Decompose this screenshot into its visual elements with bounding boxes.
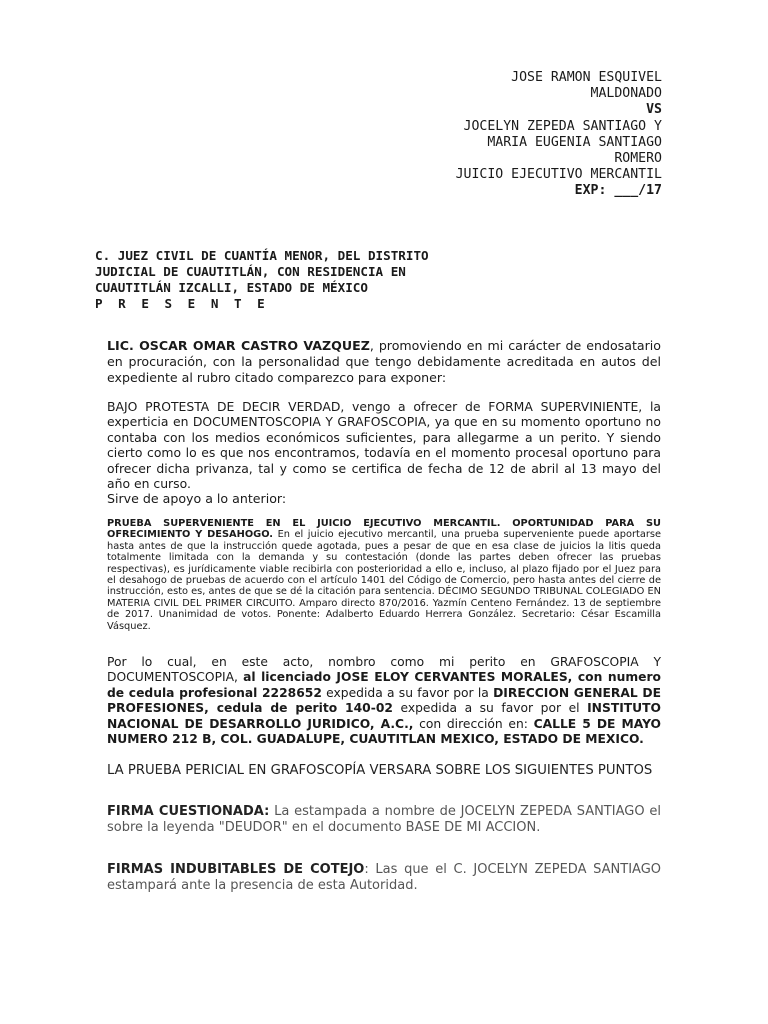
attorney-name: LIC. OSCAR OMAR CASTRO VAZQUEZ xyxy=(107,338,370,353)
questioned-signature-paragraph xyxy=(107,804,661,836)
caption-defendant-line-3: ROMERO xyxy=(614,151,662,167)
caption-defendant-line-2: MARIA EUGENIA SANTIAGO xyxy=(487,134,662,150)
institute-name: INSTITUTO NACIONAL DE DESARROLLO JURIDICO, A.C., xyxy=(107,701,661,731)
case-caption xyxy=(342,70,662,200)
caption-defendant-line-1: JOCELYN ZEPEDA SANTIAGO Y xyxy=(463,118,662,134)
indubitable-signatures-label: FIRMAS INDUBITABLES DE COTEJO xyxy=(107,862,365,877)
caption-plaintiff-line-1: JOSE RAMON ESQUIVEL xyxy=(511,70,662,85)
jurisprudence-heading: PRUEBA SUPERVENIENTE EN EL JUICIO EJECUTIVO MERCANTIL. OPORTUNIDAD PARA SU OFRECIMIENTO Y DESAHOGO. xyxy=(107,518,661,541)
indubitable-signatures-paragraph xyxy=(107,862,661,894)
issuing-authority: DIRECCION GENERAL DE PROFESIONES, cedula de perito 140-02 xyxy=(107,685,661,716)
indubitable-signatures-text: : Las que el C. JOCELYN ZEPEDA SANTIAGO estampará ante la presencia de esta Autoridad. xyxy=(107,862,661,893)
caption-case-type: JUICIO EJECUTIVO MERCANTIL xyxy=(455,167,662,183)
appointment-text-1: Por lo cual, en este acto, nombro como mi perito en GRAFOSCOPIA Y DOCUMENTOSCOPIA, xyxy=(107,655,661,685)
appointment-text-4: con dirección en: xyxy=(413,716,534,731)
questioned-signature-text: La estampada a nombre de JOCELYN ZEPEDA SANTIAGO el sobre la leyenda "DEUDOR" en el documento BASE DE MI ACCION. xyxy=(107,804,661,835)
points-heading: LA PRUEBA PERICIAL EN GRAFOSCOPÍA VERSARA SOBRE LOS SIGUIENTES PUNTOS xyxy=(107,763,653,778)
jurisprudence-body: En el juicio ejecutivo mercantil, una prueba superveniente puede aportarse hasta antes de que la instrucción quede agotada, pues a pesar de que en esa clase de juicios la litis queda totalmente limitada con la demanda y su contestación (donde las partes deben ofrecer las pruebas respectivas), es jurídicamente viable recibirla con posterioridad a ello e, incluso, al plazo fijado por el Juez para el desahogo de pruebas de acuerdo con el artículo 1401 del Código de Comercio, pero hasta antes del cierre de instrucción, esto es, antes de que se dé la citación para sentencia. DÉCIMO SEGUNDO TRIBUNAL COLEGIADO EN MATERIA CIVIL DEL PRIMER CIRCUITO. Amparo directo 870/2016. Yazmín Centeno Fernández. 13 de septiembre de 2017. Unanimidad de votos. Ponente: Adalberto Eduardo Herrera González. Secretario: César Escamilla Vásquez. xyxy=(107,529,661,632)
intro-paragraph xyxy=(107,338,661,387)
appointment-text-3: expedida a su favor por el xyxy=(392,701,588,716)
support-paragraph: Sirve de apoyo a lo anterior: xyxy=(107,491,287,506)
questioned-signature-label: FIRMA CUESTIONADA: xyxy=(107,804,270,819)
addressee-present: P R E S E N T E xyxy=(95,296,269,311)
offer-paragraph: BAJO PROTESTA DE DECIR VERDAD, vengo a ofrecer de FORMA SUPERVINIENTE, la experticia en DOCUMENTOSCOPIA Y GRAFOSCOPIA, ya que en su momento oportuno no contaba con los medios económicos suficientes, para allegarme a un perito. Y siendo cierto como lo es que nos encontramos, todavía en el momento procesal oportuno para ofrecer dicha privanza, tal y como se certifica de fecha de 12 de abril al 13 mayo del año en curso. xyxy=(107,399,661,492)
caption-plaintiff-line-2: MALDONADO xyxy=(590,86,662,102)
appointment-paragraph xyxy=(107,655,661,747)
caption-versus: VS xyxy=(646,102,662,118)
caption-file-number: EXP: ___/17 xyxy=(574,183,662,199)
intro-text: , promoviendo en mi carácter de endosatario en procuración, con la personalidad que tengo debidamente acreditada en autos del expediente al rubro citado comparezco para exponer: xyxy=(107,338,661,386)
expert-address: CALLE 5 DE MAYO NUMERO 212 B, COL. GUADALUPE, CUAUTITLAN MEXICO, ESTADO DE MEXICO. xyxy=(107,716,661,747)
appointment-text-2: expedida a su favor por la xyxy=(321,685,494,700)
addressee-line-1: C. JUEZ CIVIL DE CUANTÍA MENOR, DEL DISTRITO xyxy=(95,248,429,263)
expert-name: al licenciado JOSE ELOY CERVANTES MORALES, con numero de cedula profesional 2228652 xyxy=(107,670,661,700)
addressee-block xyxy=(95,248,675,312)
addressee-line-2: JUDICIAL DE CUAUTITLÁN, CON RESIDENCIA EN xyxy=(95,264,406,279)
addressee-line-3: CUAUTITLÁN IZCALLI, ESTADO DE MÉXICO xyxy=(95,280,368,295)
jurisprudence-quote xyxy=(107,518,661,632)
